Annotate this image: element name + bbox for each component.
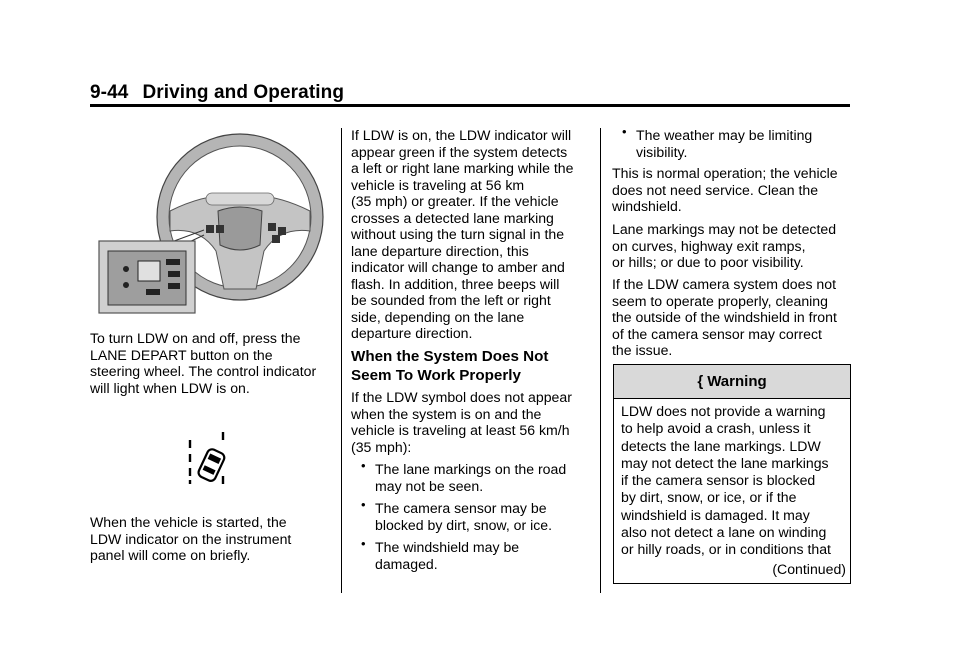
list-item: • The weather may be limiting visibility.: [622, 124, 813, 160]
list-item: • The lane markings on the road may not be seen.: [361, 458, 567, 494]
col1-paragraph-2: When the vehicle is started, the LDW indicator on the instrument panel will come on briefly.: [90, 514, 292, 563]
subheading: When the System Does Not Seem To Work Properly: [351, 348, 549, 384]
warning-title: Warning: [707, 373, 767, 390]
col2-paragraph-2: If the LDW symbol does not appear when the system is on and the vehicle is traveling at least 56 km/h (35 mph):: [351, 389, 572, 455]
warning-icon: {: [697, 373, 704, 390]
bullet-icon: •: [622, 124, 627, 139]
warning-box: [613, 364, 851, 584]
header-rule: [90, 104, 850, 107]
col3-paragraph-2: Lane markings may not be detected on curves, highway exit ramps, or hills; or due to poor visibility.: [612, 221, 837, 270]
section-title: Driving and Operating: [142, 82, 345, 103]
page-header: [90, 82, 344, 104]
warning-body: LDW does not provide a warning to help avoid a crash, unless it detects the lane markings. LDW may not detect the lane markings if the camera sensor is blocked by dirt, snow, or ice, or if the windshield is damaged. It may also not detect a lane on winding or hilly roads, or in conditions that: [621, 403, 831, 558]
bullet-icon: •: [361, 458, 366, 473]
col2-paragraph-1: If LDW is on, the LDW indicator will appear green if the system detects a left or right lane marking while the vehicle is traveling at 56 km (35 mph) or greater. If the vehicle crosses a detected lane marking without using the turn signal in the lane departure direction, this indicator will change to amber and flash. In addition, three beeps will be sounded from the left or right side, depending on the lane departure direction.: [351, 127, 574, 341]
lane-departure-warning-icon: [183, 430, 229, 486]
steering-wheel-illustration: [96, 131, 342, 316]
bullet-icon: •: [361, 536, 366, 551]
page-number: 9-44: [90, 82, 129, 103]
list-item: • The camera sensor may be blocked by dirt, snow, or ice.: [361, 497, 553, 533]
col3-paragraph-1: This is normal operation; the vehicle does not need service. Clean the windshield.: [612, 165, 838, 214]
column-divider-2: [600, 128, 601, 593]
continued-label: (Continued): [772, 561, 846, 577]
bullet-icon: •: [361, 497, 366, 512]
warning-header: [614, 365, 850, 399]
list-item: • The windshield may be damaged.: [361, 536, 520, 572]
col1-paragraph-1: To turn LDW on and off, press the LANE DEPART button on the steering wheel. The control indicator will light when LDW is on.: [90, 330, 317, 396]
col3-paragraph-3: If the LDW camera system does not seem to operate properly, cleaning the outside of the windshield in front of the camera sensor may correct the issue.: [612, 276, 837, 358]
